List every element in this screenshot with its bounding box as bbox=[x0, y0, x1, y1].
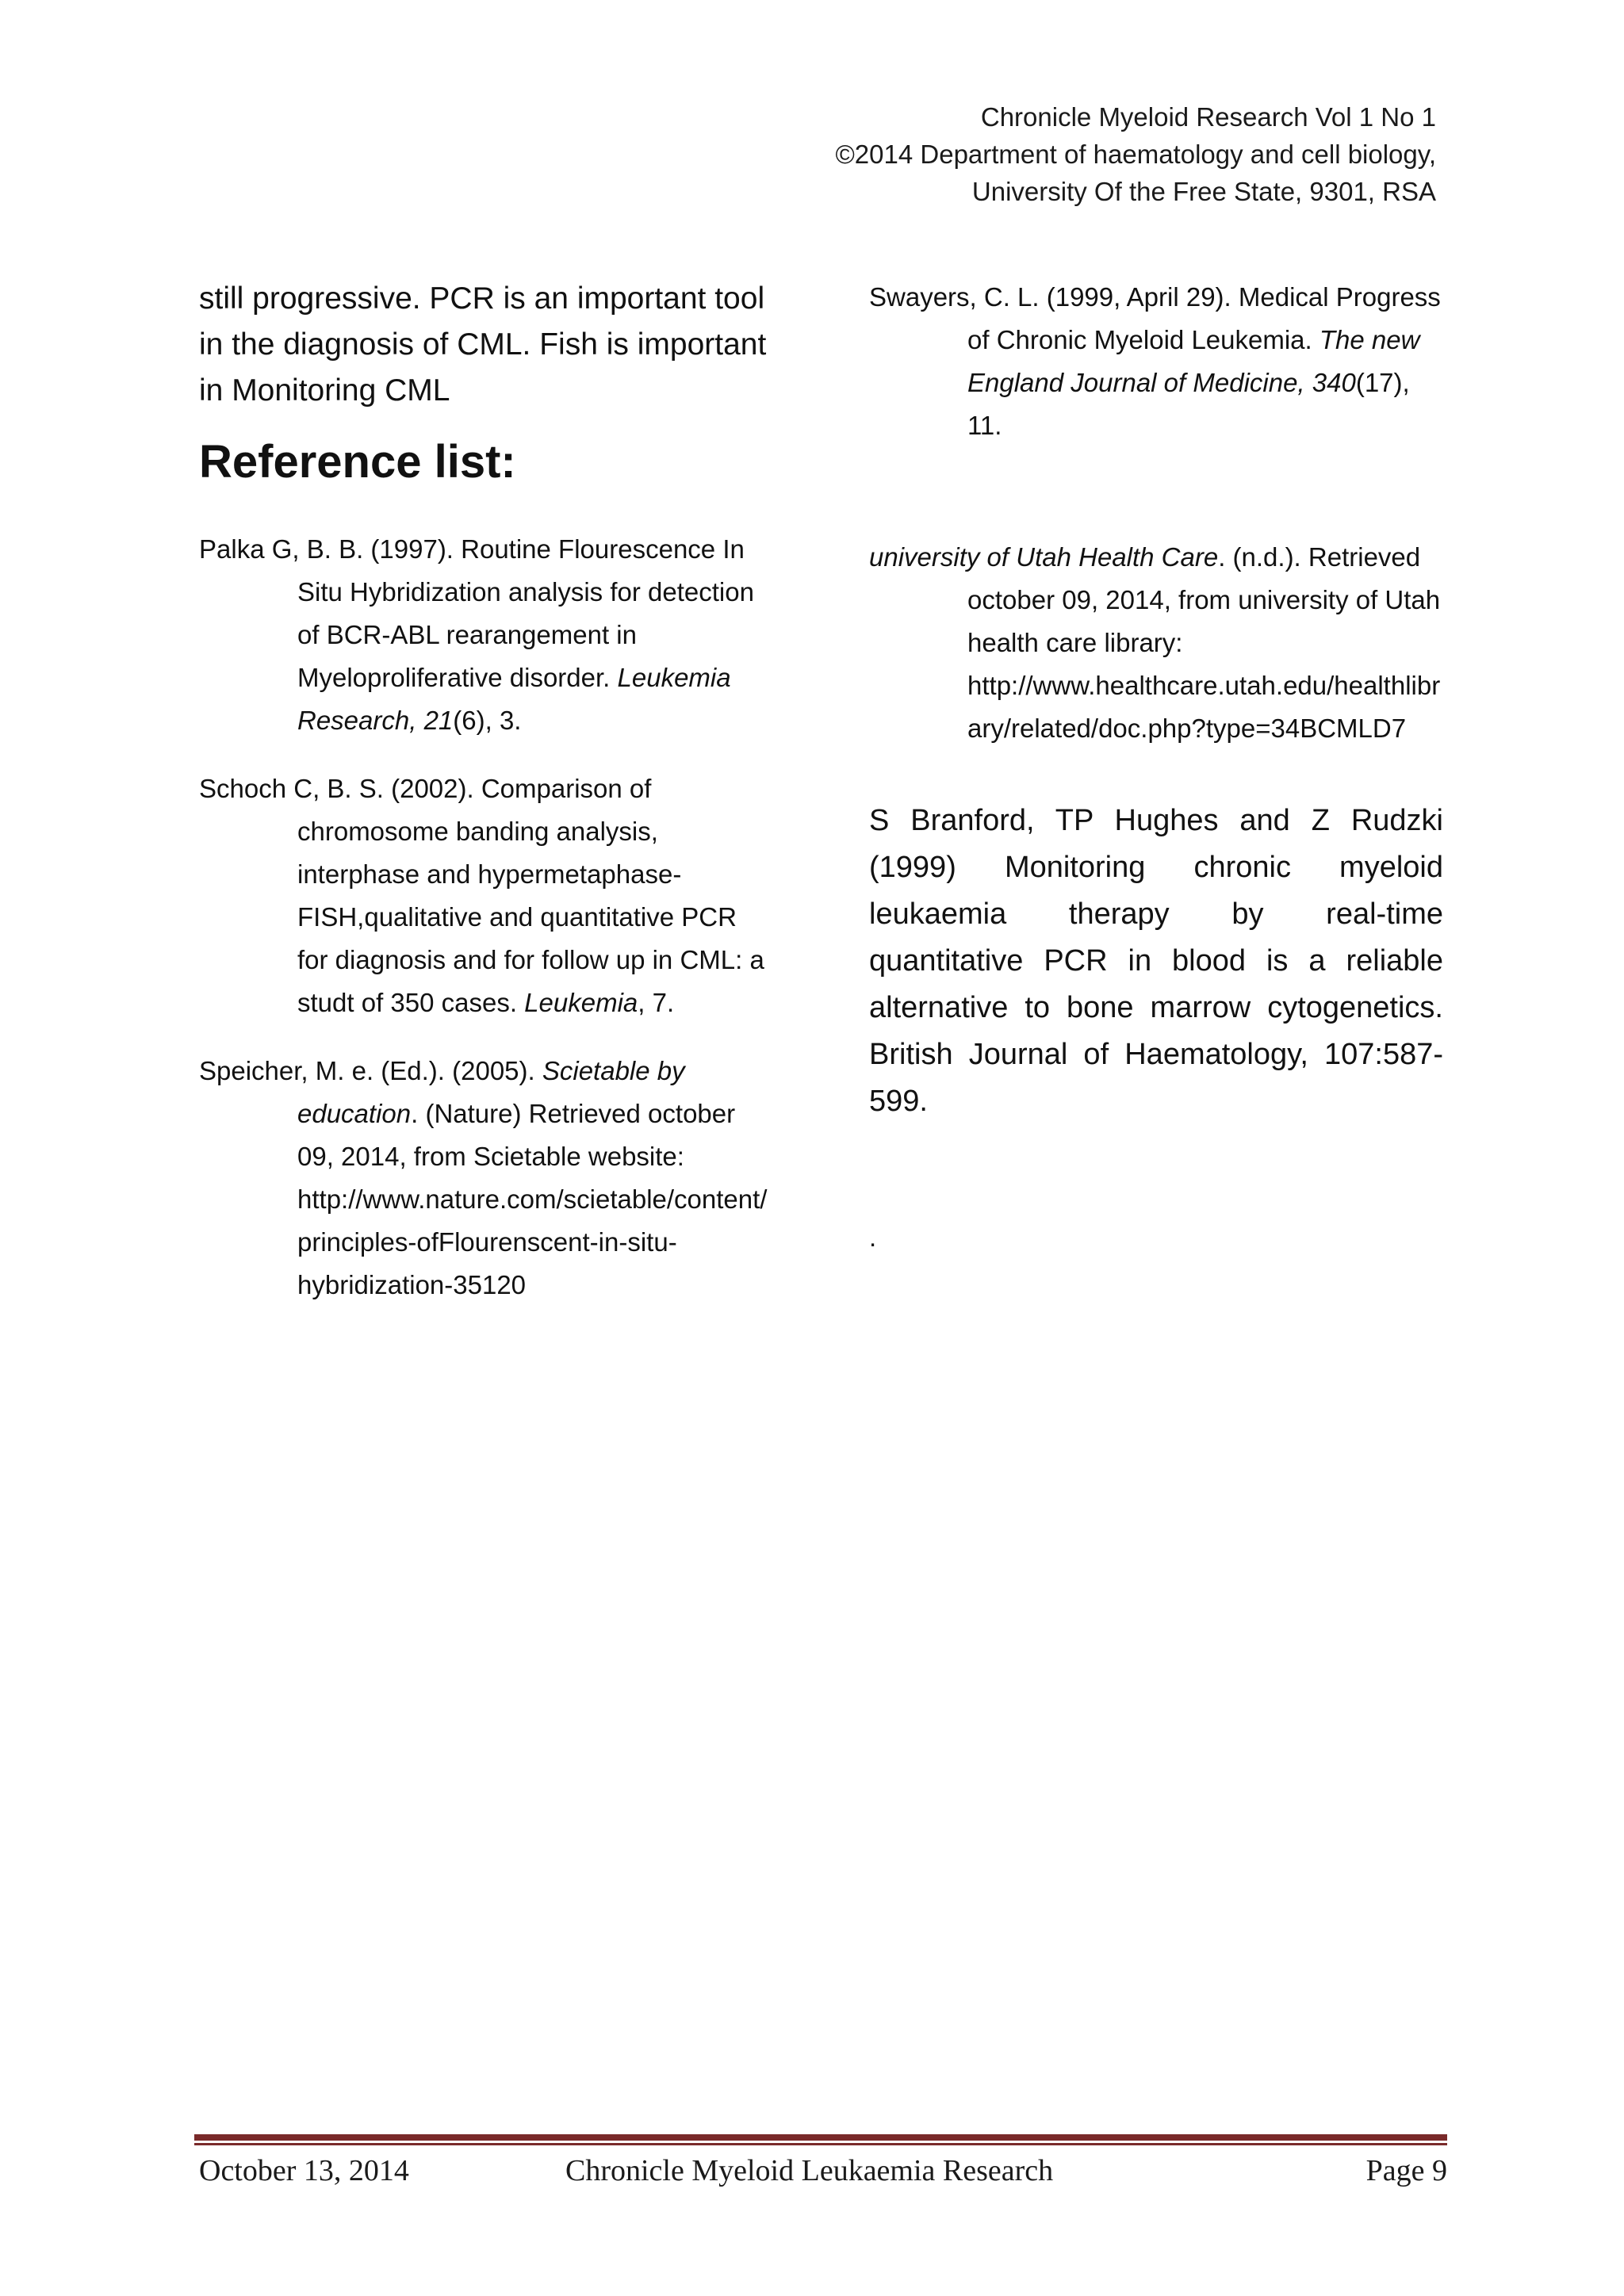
header-journal-line: Chronicle Myeloid Research Vol 1 No 1 bbox=[980, 102, 1436, 132]
page-number: Page 9 bbox=[1365, 2154, 1447, 2187]
page-header bbox=[564, 98, 1436, 210]
reference-segment: Swayers, C. L. (1999, April 29). Medical Progress of Chronic Myeloid Leukemia. bbox=[869, 282, 1441, 354]
header-copyright-line: ©2014 Department of haematology and cell biology, bbox=[835, 140, 1436, 169]
reference-segment: Speicher, M. e. (Ed.). (2005). bbox=[199, 1056, 542, 1085]
reference-list-heading: Reference list: bbox=[199, 436, 516, 488]
reference-segment: , 7. bbox=[638, 988, 675, 1017]
left-reference-list bbox=[199, 528, 770, 1307]
reference-italic-segment: university of Utah Health Care bbox=[869, 542, 1219, 572]
reference-entry bbox=[199, 767, 770, 1024]
right-column bbox=[869, 276, 1443, 1253]
reference-entry bbox=[199, 1050, 770, 1307]
reference-segment: . (n.d.). Retrieved october 09, 2014, from university of Utah health care library: http://www.healthcare.utah.edu/healthlibrary/related/doc.php?type=34BCMLD7 bbox=[967, 542, 1441, 743]
citation-paragraph: S Branford, TP Hughes and Z Rudzki (1999) Monitoring chronic myeloid leukaemia therapy by real-time quantitative PCR in blood is a reliable alternative to bone marrow cytogenetics. British Journal of Haematology, 107:587-599. bbox=[869, 804, 1443, 1118]
reference-spacer bbox=[869, 750, 1443, 798]
reference-segment: . (Nature) Retrieved october 09, 2014, from Scietable website: http://www.nature.com/scietable/content/principles-ofFlourenscent-in-situ-hybridization-35120 bbox=[297, 1099, 768, 1299]
reference-segment: Schoch C, B. S. (2002). Comparison of chromosome banding analysis, interphase and hypermetaphase-FISH,qualitative and quantitative PCR for diagnosis and for follow up in CML: a studt of 350 cases. bbox=[199, 774, 764, 1017]
intro-paragraph: still progressive. PCR is an important tool in the diagnosis of CML. Fish is important in Monitoring CML bbox=[199, 281, 767, 408]
reference-italic-segment: Leukemia bbox=[524, 988, 638, 1017]
footer-rule bbox=[194, 2134, 1447, 2141]
reference-segment: Palka G, B. B. (1997). Routine Flourescence In Situ Hybridization analysis for detection of BCR-ABL rearangement in Myeloproliferative disorder. bbox=[199, 534, 754, 692]
left-column bbox=[199, 276, 770, 1332]
reference-entry bbox=[869, 276, 1443, 447]
trailing-mark: . bbox=[869, 1223, 877, 1252]
reference-entry bbox=[869, 536, 1443, 750]
reference-spacer bbox=[869, 447, 1443, 536]
page-footer bbox=[199, 2147, 1447, 2195]
reference-segment: (6), 3. bbox=[453, 706, 522, 735]
reference-entry bbox=[199, 528, 770, 742]
reference-italic-segment: Scietable by education bbox=[297, 1056, 685, 1128]
reference-segment: (17), 11. bbox=[967, 368, 1410, 440]
reference-italic-segment: Leukemia Research, 21 bbox=[297, 663, 731, 735]
reference-italic-segment: The new England Journal of Medicine, 340 bbox=[967, 325, 1420, 397]
footer-title: Chronicle Myeloid Leukaemia Research bbox=[565, 2154, 1054, 2187]
header-address-line: University Of the Free State, 9301, RSA bbox=[971, 177, 1436, 206]
footer-date: October 13, 2014 bbox=[199, 2154, 409, 2187]
footer-rule-thin bbox=[194, 2143, 1447, 2145]
